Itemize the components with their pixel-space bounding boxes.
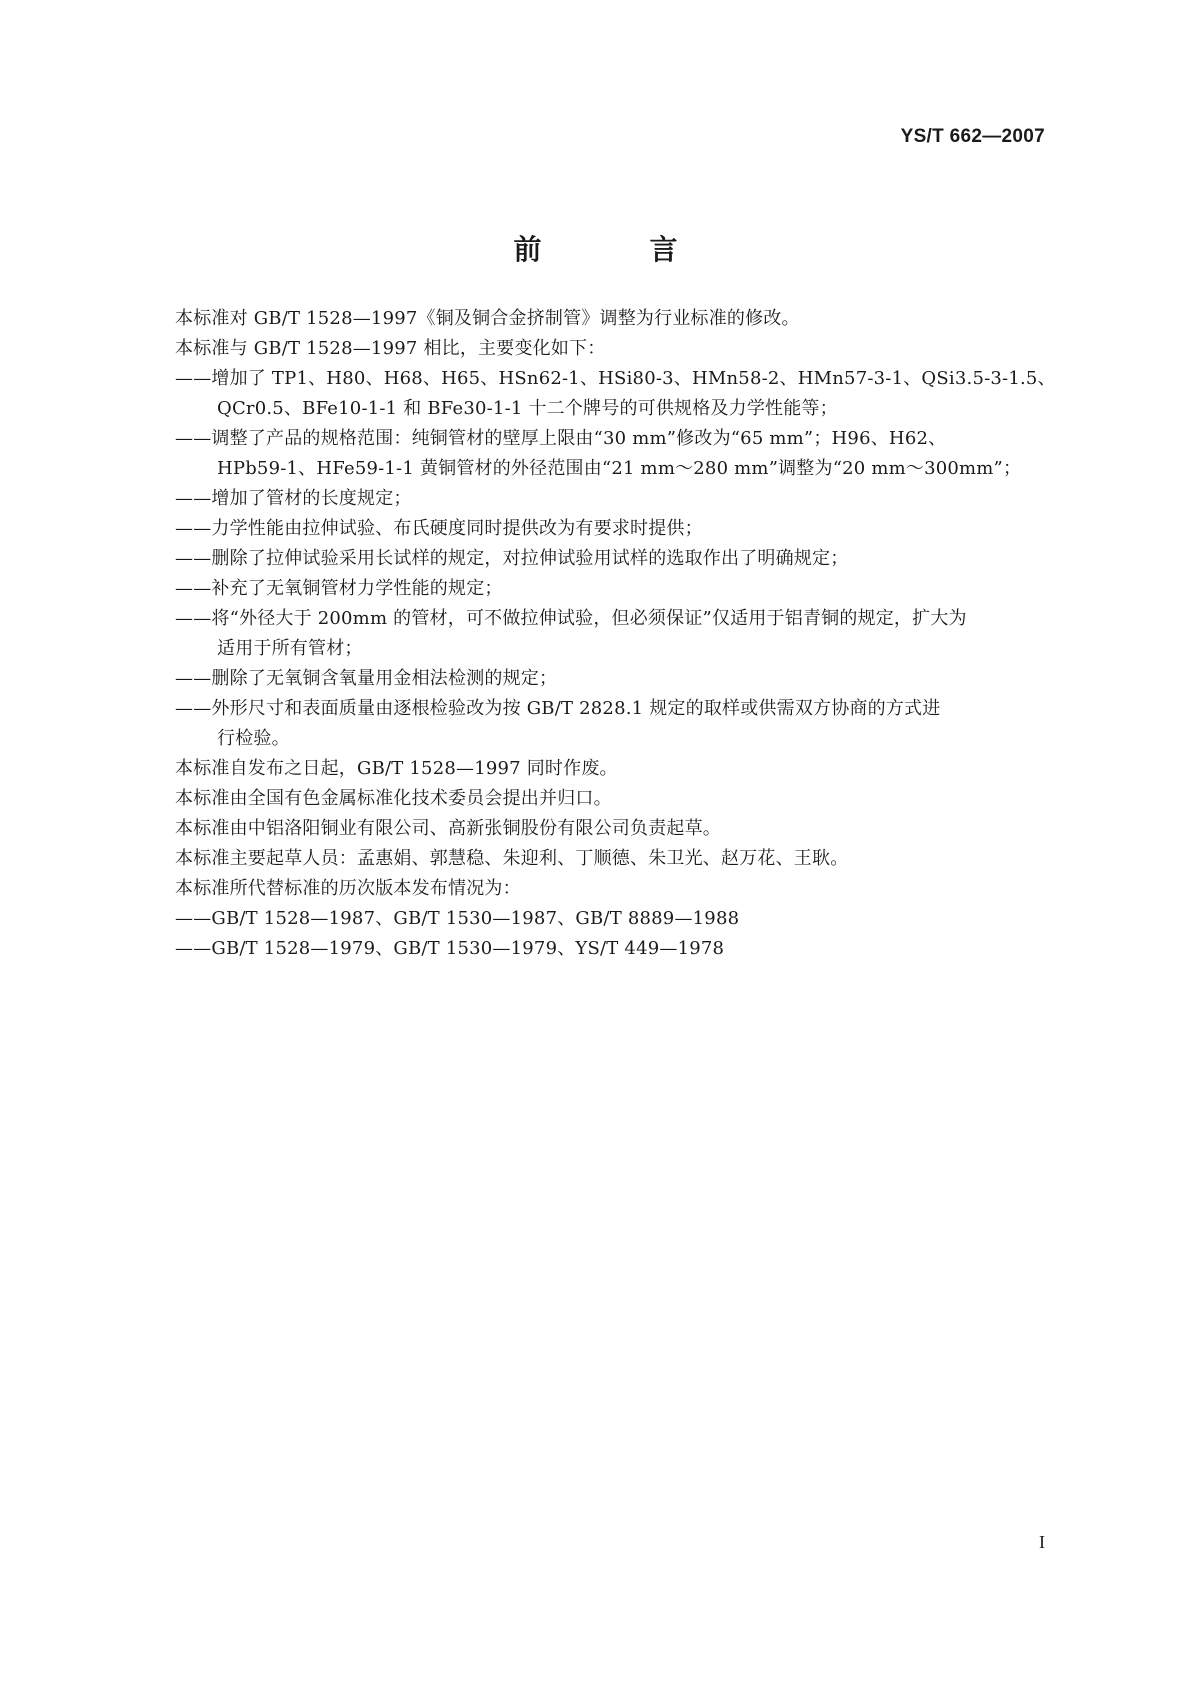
list-item-line: ——删除了无氧铜含氧量用金相法检测的规定； <box>175 668 558 689</box>
paragraph-line: 本标准主要起草人员：孟惠娟、郭慧稳、朱迎利、丁顺德、朱卫光、赵万花、王耿。 <box>175 848 849 869</box>
paragraph-line: 本标准所代替标准的历次版本发布情况为： <box>175 878 521 899</box>
list-item-continuation: HPb59-1、HFe59-1-1 黄铜管材的外径范围由“21 mm～280 mm”调整为“20 mm～300mm”； <box>217 458 1022 479</box>
page-title: 前 言 <box>513 233 718 266</box>
list-item-continuation: 行检验。 <box>217 728 290 749</box>
list-item-line: ——GB/T 1528—1987、GB/T 1530—1987、GB/T 8889—1988 <box>175 908 740 929</box>
list-item-continuation: QCr0.5、BFe10-1-1 和 BFe30-1-1 十二个牌号的可供规格及力学性能等； <box>217 398 838 419</box>
list-item-line: ——将“外径大于 200mm 的管材，可不做拉伸试验，但必须保证”仅适用于铝青铜的规定，扩大为 <box>175 608 967 629</box>
list-item-line: ——调整了产品的规格范围：纯铜管材的壁厚上限由“30 mm”修改为“65 mm”；H96、H62、 <box>175 428 947 449</box>
list-item-line: ——外形尺寸和表面质量由逐根检验改为按 GB/T 2828.1 规定的取样或供需双方协商的方式进 <box>175 698 941 719</box>
paragraph-line: 本标准自发布之日起，GB/T 1528—1997 同时作废。 <box>175 758 618 779</box>
list-item-line: ——力学性能由拉伸试验、布氏硬度同时提供改为有要求时提供； <box>175 518 703 539</box>
paragraph-line: 本标准与 GB/T 1528—1997 相比，主要变化如下： <box>175 338 606 359</box>
paragraph-line: 本标准对 GB/T 1528—1997《铜及铜合金挤制管》调整为行业标准的修改。 <box>175 308 800 329</box>
list-item-line: ——增加了 TP1、H80、H68、H65、HSn62-1、HSi80-3、HMn58-2、HMn57-3-1、QSi3.5-3-1.5、 <box>175 368 1056 389</box>
standard-code: YS/T 662—2007 <box>900 126 1045 147</box>
list-item-line: ——增加了管材的长度规定； <box>175 488 412 509</box>
list-item-line: ——删除了拉伸试验采用长试样的规定，对拉伸试验用试样的选取作出了明确规定； <box>175 548 849 569</box>
list-item-line: ——补充了无氧铜管材力学性能的规定； <box>175 578 503 599</box>
list-item-continuation: 适用于所有管材； <box>217 638 363 659</box>
page-number: I <box>1039 1532 1045 1552</box>
paragraph-line: 本标准由中铝洛阳铜业有限公司、高新张铜股份有限公司负责起草。 <box>175 818 721 839</box>
list-item-line: ——GB/T 1528—1979、GB/T 1530—1979、YS/T 449—1978 <box>175 938 725 959</box>
paragraph-line: 本标准由全国有色金属标准化技术委员会提出并归口。 <box>175 788 612 809</box>
